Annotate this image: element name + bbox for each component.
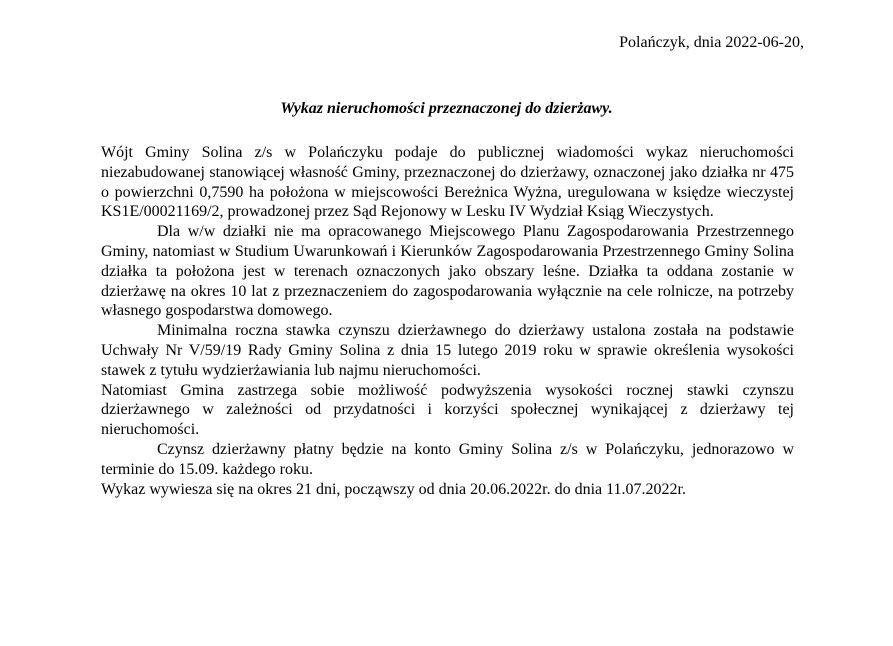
paragraph-property-description: Wójt Gminy Solina z/s w Polańczyku podaje do publicznej wiadomości wykaz nieruchomości niezabudowanej stanowiącej własność Gminy, przeznaczonej do dzierżawy, oznaczonej jako działka nr 475 o powierzchni 0,7590 ha położona w miejscowości Bereżnica Wyżna, uregulowana w księdze wieczystej KS1E/00021169/2, prowadzonej przez Sąd Rejonowy w Lesku IV Wydział Ksiąg Wieczystych. [101, 144, 794, 221]
date-line: Polańczyk, dnia 2022-06-20, [619, 34, 804, 51]
paragraph-posting-period: Wykaz wywiesza się na okres 21 dni, począwszy od dnia 20.06.2022r. do dnia 11.07.2022r. [101, 480, 686, 498]
paragraph-rent-increase: Natomiast Gmina zastrzega sobie możliwość podwyższenia wysokości rocznej stawki czynszu dzierżawnego w zależności od przydatności i korzyści społecznej wynikającej z dzierżawy tej nieruchomości. [101, 381, 794, 439]
document-title: Wykaz nieruchomości przeznaczonej do dzierżawy. [280, 100, 613, 117]
paragraph-minimum-rent: Minimalna roczna stawka czynszu dzierżawnego do dzierżawy ustalona została na podstawie Uchwały Nr V/59/19 Rady Gminy Solina z dnia 15 lutego 2019 roku w sprawie określenia wysokości stawek z tytułu wydzierżawiania lub najmu nieruchomości. [101, 322, 794, 379]
paragraph-zoning-and-lease: Dla w/w działki nie ma opracowanego Miejscowego Planu Zagospodarowania Przestrzennego Gminy, natomiast w Studium Uwarunkowań i Kierunków Zagospodarowania Przestrzennego Gminy Solina działka ta położona jest w terenach oznaczonych jako obszary leśne. Działka ta oddana zostanie w dzierżawę na okres 10 lat z przeznaczeniem do zagospodarowania wyłącznie na cele rolnicze, na potrzeby własnego gospodarstwa domowego. [101, 223, 794, 320]
paragraph-payment: Czynsz dzierżawny płatny będzie na konto Gminy Solina z/s w Polańczyku, jednorazowo w terminie do 15.09. każdego roku. [101, 440, 794, 478]
document-body [101, 143, 794, 499]
